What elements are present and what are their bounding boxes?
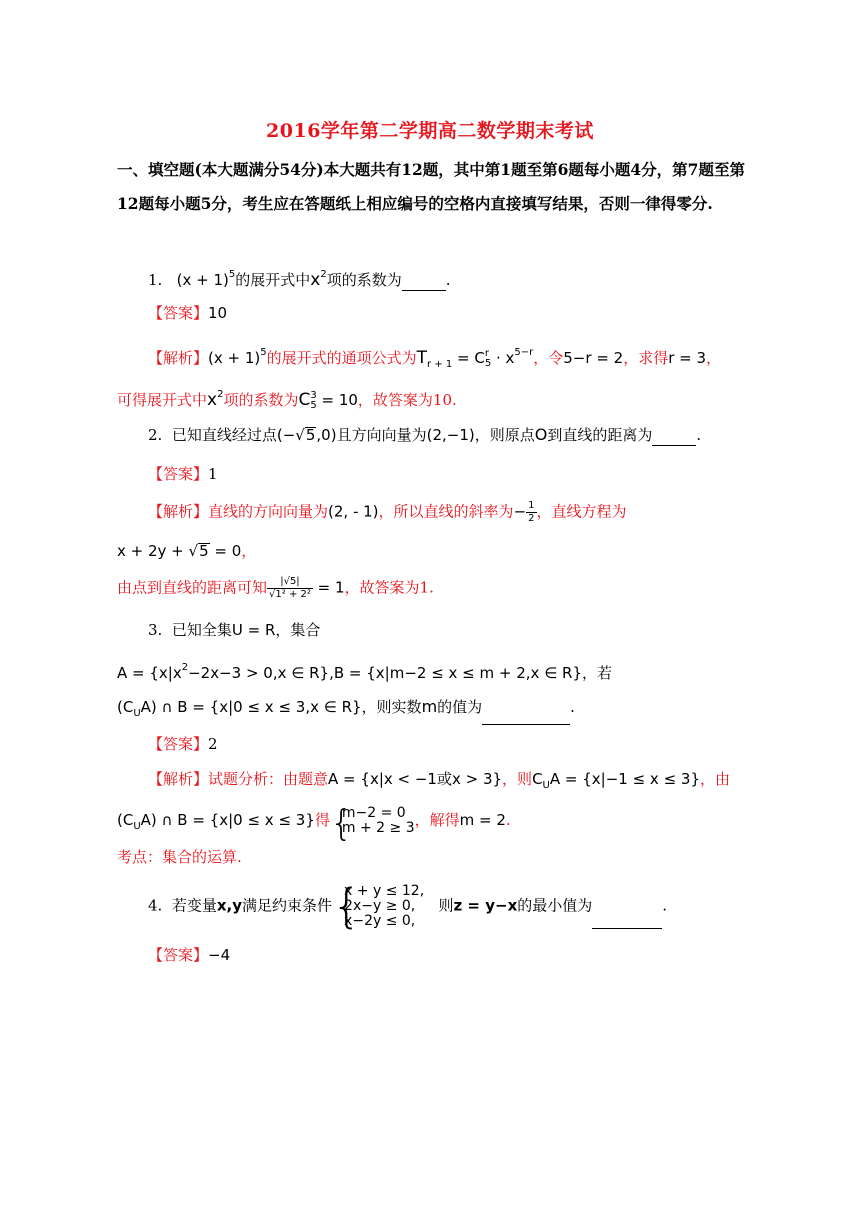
equation-system: { m−2 = 0 m + 2 ≥ 3 (329, 803, 415, 844)
analysis-3: 【解析】试题分析：由题意A = {x|x < −1或x > 3}，则$C_UA = \{x|-1 \le x \le 3\}$，由 (148, 770, 731, 791)
answer-blank (482, 710, 570, 725)
question-2: 2. 已知直线经过点(−√5,0)且方向向量为(2,−1)，则原点O到直线的距离为 . (148, 425, 702, 444)
line-equation: x + 2y + √5 = 0， (117, 542, 257, 560)
kaodian: 考点：集合的运算. (117, 848, 242, 866)
answer-blank (592, 914, 662, 929)
answer-3: 【答案】2 (148, 735, 218, 753)
section-header: 一、填空题(本大题满分54分)本大题共有12题，其中第1题至第6题每小题4分，第7题至第12题每小题5分，考生应在答题纸上相应编号的空格内直接填写结果，否则一律得零分. (117, 160, 745, 213)
distance-formula: 由点到直线的距离可知 $\frac{|√5|}{\text{√1² + 2²}}$ = 1，故答案为1. (117, 576, 434, 600)
answer-4: 【答案】−4 (148, 946, 231, 964)
question-3: 3. 已知全集U = R，集合 (148, 621, 321, 639)
question-1: 1. $(x + 1)^5$的展开式中$x^2$项的系数为 . (148, 269, 451, 290)
analysis-1-cont: 可得展开式中$x^2$项的系数为C 3 5 = 10，故答案为10. (117, 389, 457, 411)
answer-blank (652, 431, 696, 446)
analysis-3-cont: $(C_UA)$ ∩ B = {x|0 ≤ x ≤ 3}得 { m−2 = 0 m + 2 ≥ 3 ，解得m = 2. (117, 803, 511, 844)
constraint-system: { x + y ≤ 12, 2x−y ≥ 0, x−2y ≤ 0, (332, 879, 425, 933)
answer-2: 【答案】1 (148, 465, 218, 483)
set-definitions: $A = \{x|x^2-2x-3 > 0,x$ ∈ R},B = {x|m−2 ≤ x ≤ m + 2,x ∈ R}，若 (117, 662, 613, 682)
analysis-1: 【解析】$(x + 1)^5$的展开式的通项公式为$T_{r + 1} = C$ r 5 · $x^{5-r}$，令5−r = 2，求得r = 3， (148, 347, 722, 370)
question-4: 4. 若变量x,y满足约束条件 { x + y ≤ 12, 2x−y ≥ 0, x−2y ≤ 0, 则z = y−x的最小值为 . (148, 879, 668, 933)
analysis-2: 【解析】直线的方向向量为(2, - 1)，所以直线的斜率为− $\frac{1}{2}$ ，直线方程为 (148, 500, 627, 524)
answer-blank (402, 276, 446, 291)
question-3-cond: $(C_UA)$ ∩ B = {x|0 ≤ x ≤ 3,x ∈ R}，则实数m的值为 . (117, 696, 575, 725)
answer-1: 【答案】10 (148, 304, 228, 322)
page-title: 2016学年第二学期高二数学期末考试 (266, 120, 594, 142)
